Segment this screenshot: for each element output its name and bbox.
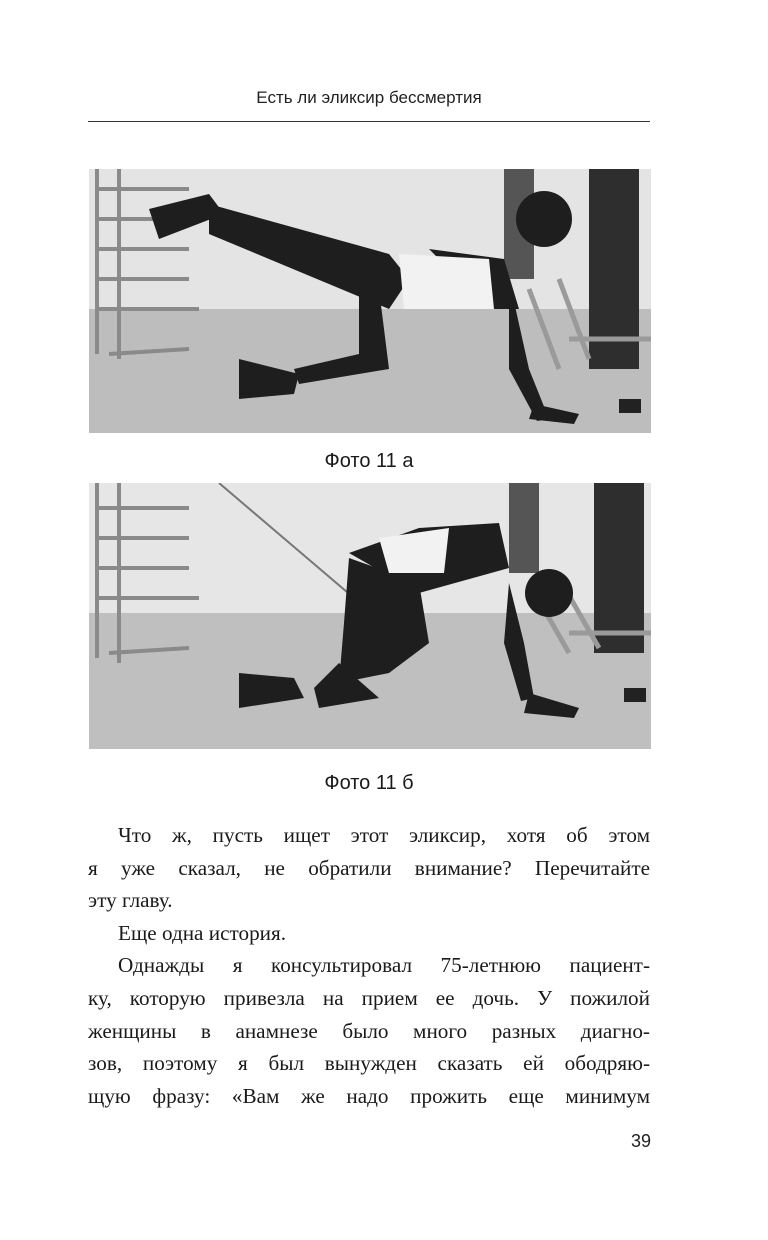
page-number: 39 xyxy=(630,1131,651,1151)
header-rule xyxy=(88,121,650,122)
body-text xyxy=(88,819,650,1112)
text-line: ку, которую привезла на прием ее дочь. У пожилой xyxy=(88,985,650,1010)
text-line: эту главу. xyxy=(88,888,173,913)
text-line: Что ж, пусть ищет этот эликсир, хотя об этом xyxy=(118,823,650,847)
text-line: щую фразу: «Вам же надо прожить еще минимум xyxy=(88,1083,650,1108)
photo-11b-caption: Фото 11 б xyxy=(324,772,414,794)
text-line: Еще одна история. xyxy=(118,920,287,945)
running-head: Есть ли эликсир бессмертия xyxy=(256,88,482,107)
text-line: женщины в анамнезе было много разных диагно- xyxy=(88,1018,650,1043)
photo-11a-image xyxy=(89,169,651,433)
text-line: зов, поэтому я был вынужден сказать ей ободряю- xyxy=(88,1051,650,1076)
photo-11a-caption: Фото 11 а xyxy=(324,450,414,472)
text-line: Однажды я консультировал 75-летнюю пациент- xyxy=(118,953,650,978)
photo-11a xyxy=(89,169,651,433)
text-line: я уже сказал, не обратили внимание? Перечитайте xyxy=(88,855,650,880)
photo-11b xyxy=(89,483,651,749)
photo-11b-image xyxy=(89,483,651,749)
